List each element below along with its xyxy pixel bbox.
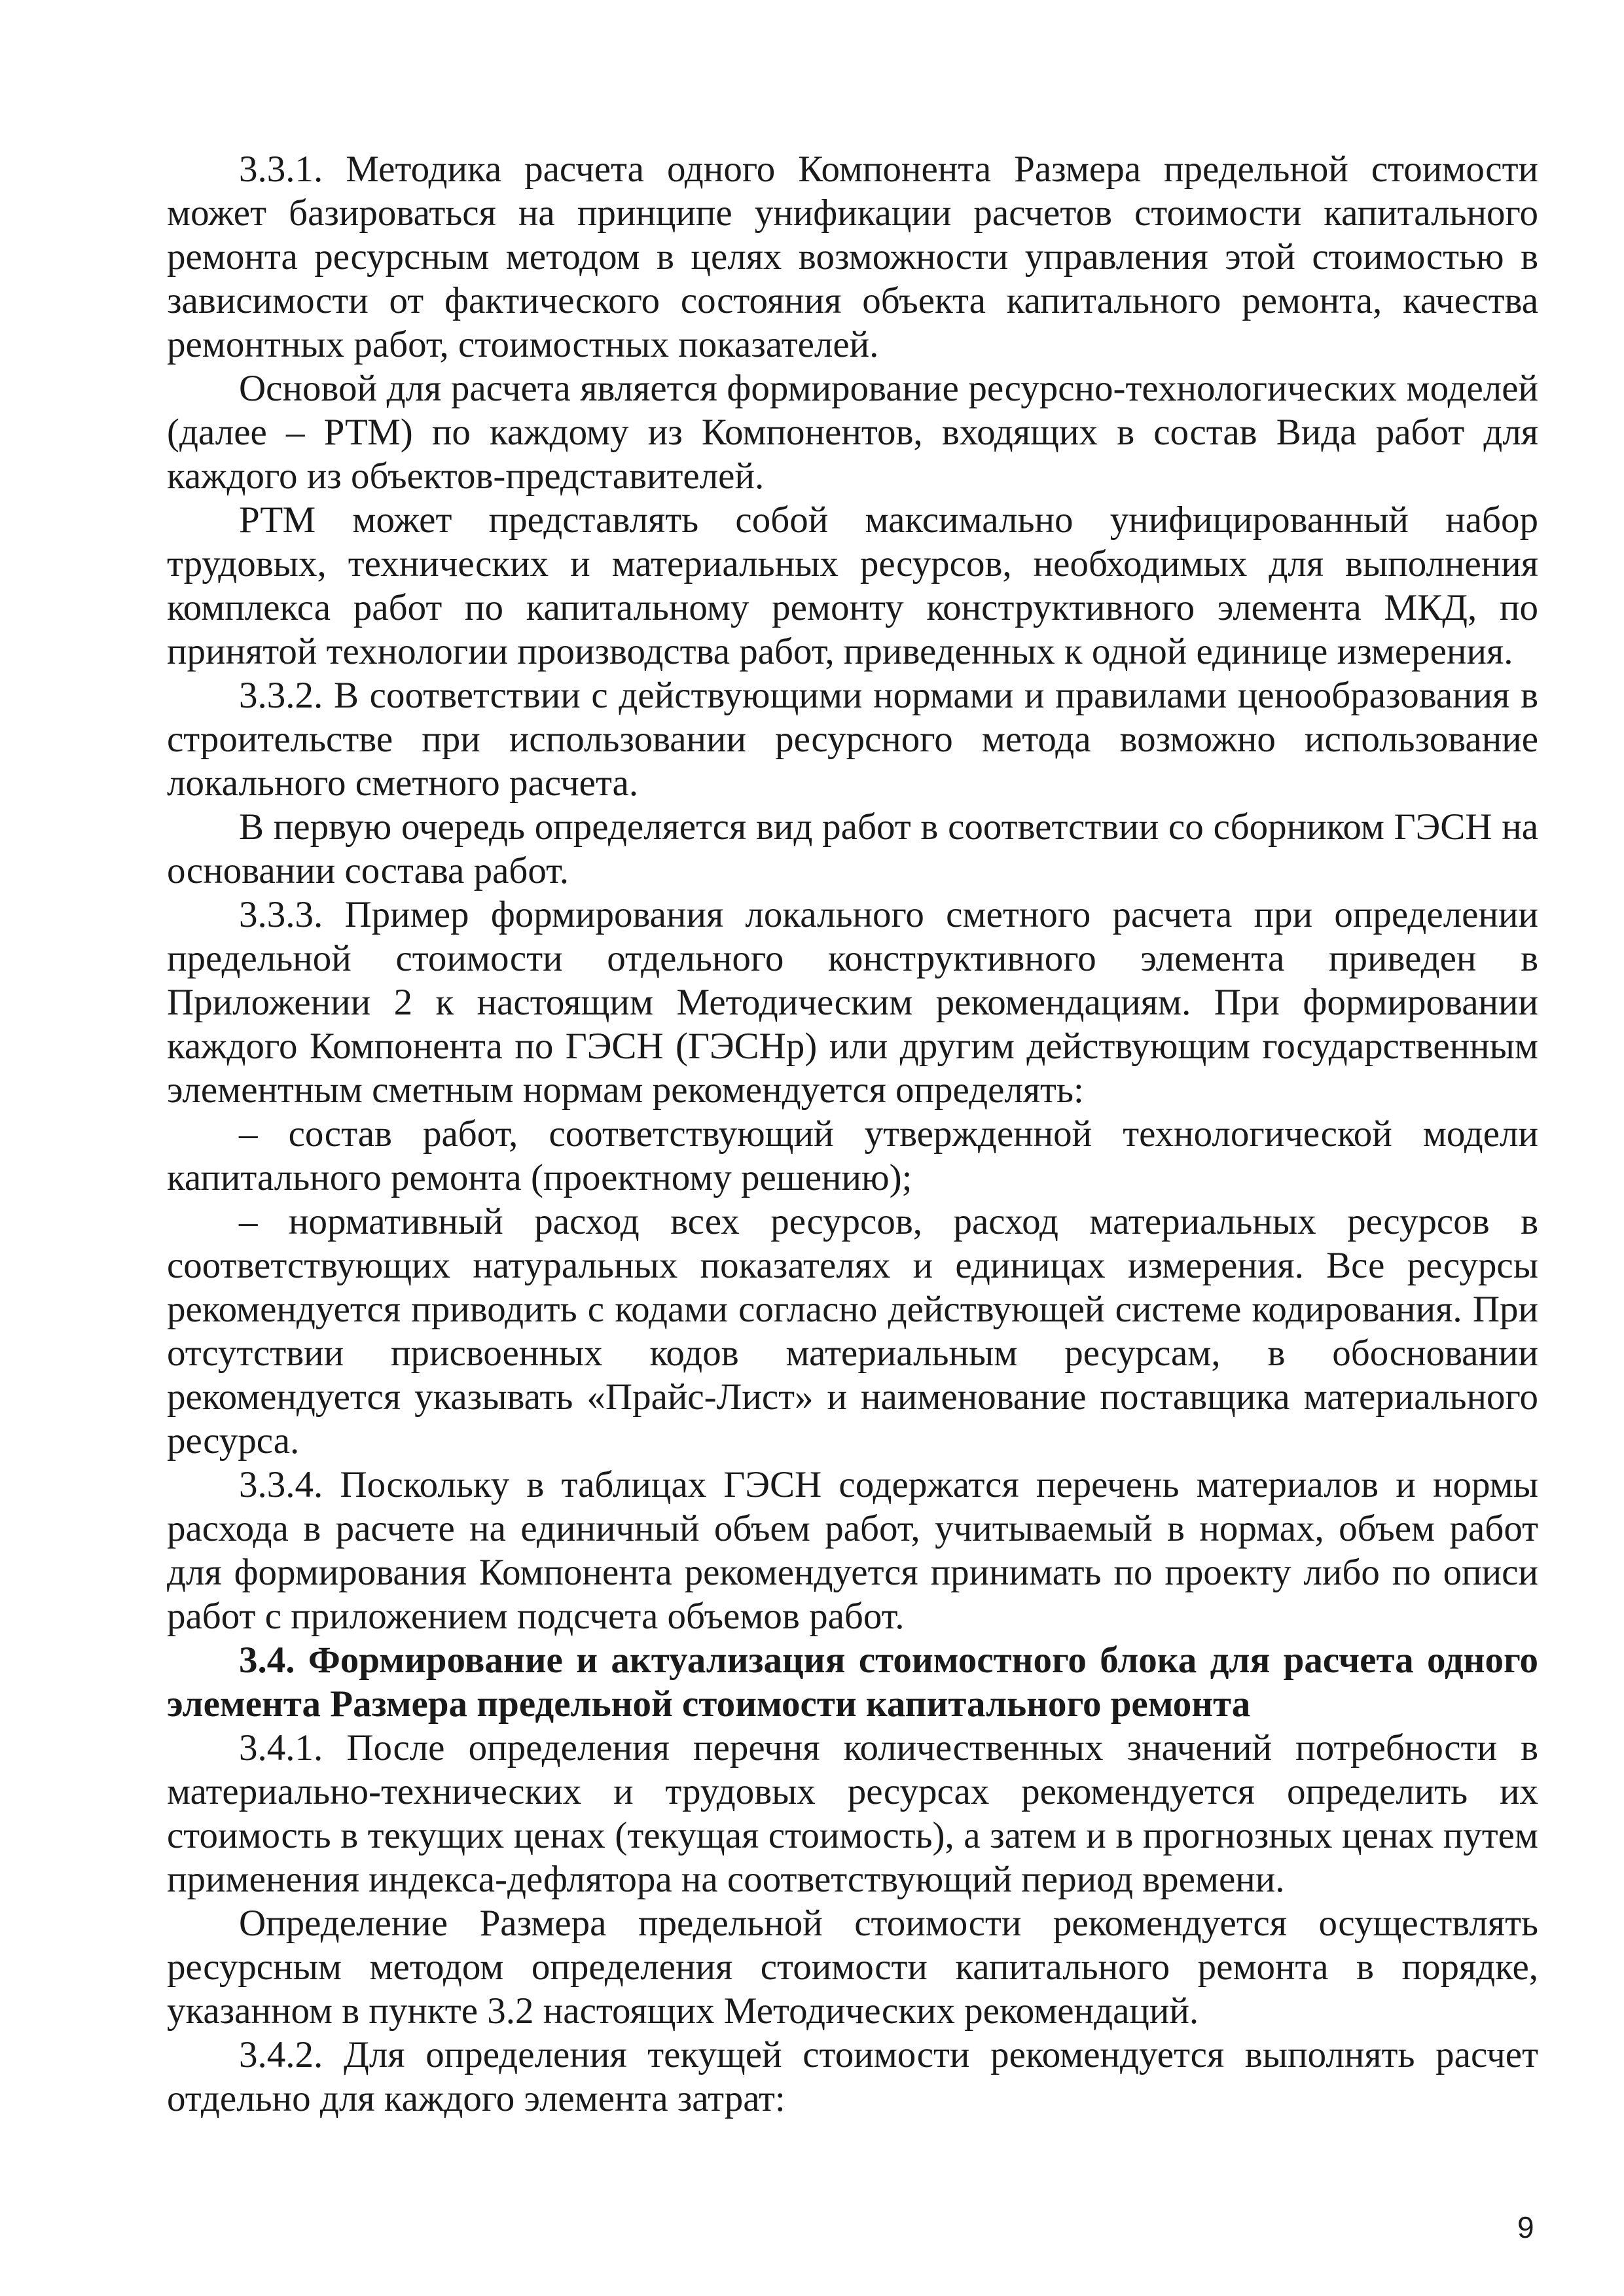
paragraph-cost-determination: Определение Размера предельной стоимости рекомендуется осуществлять ресурсным методом определения стоимости капитального ремонта в порядке, указанном в пункте 3.2 настоящих Методических рекомендаций.: [167, 1903, 1538, 2032]
paragraph-3-4-2: 3.4.2. Для определения текущей стоимости рекомендуется выполнять расчет отдельно для каждого элемента затрат:: [167, 2034, 1538, 2119]
page-number: 9: [1517, 2210, 1534, 2244]
section-heading-3-4: 3.4. Формирование и актуализация стоимостного блока для расчета одного элемента Размера предельной стоимости капитального ремонта: [167, 1640, 1538, 1725]
list-item-work-composition: – состав работ, соответствующий утвержденной технологической модели капитального ремонта (проектному решению);: [167, 1113, 1538, 1198]
paragraph-3-3-4: 3.3.4. Поскольку в таблицах ГЭСН содержатся перечень материалов и нормы расхода в расчете на единичный объем работ, учитываемый в нормах, объем работ для формирования Компонента рекомендуется принимать по проекту либо по описи работ с приложением подсчета объемов работ.: [167, 1464, 1538, 1637]
paragraph-work-type: В первую очередь определяется вид работ в соответствии со сборником ГЭСН на основании состава работ.: [167, 806, 1538, 891]
paragraph-3-4-1: 3.4.1. После определения перечня количественных значений потребности в материально-технических и трудовых ресурсах рекомендуется определить их стоимость в текущих ценах (текущая стоимость), а затем и в прогнозных ценах путем применения индекса-дефлятора на соответствующий период времени.: [167, 1727, 1538, 1900]
paragraph-3-3-3: 3.3.3. Пример формирования локального сметного расчета при определении предельной стоимости отдельного конструктивного элемента приведен в Приложении 2 к настоящим Методическим рекомендациям. При формировании каждого Компонента по ГЭСН (ГЭСНр) или другим действующим государственным элементным сметным нормам рекомендуется определять:: [167, 894, 1538, 1111]
paragraph-rtm-definition: РТМ может представлять собой максимально унифицированный набор трудовых, технических и материальных ресурсов, необходимых для выполнения комплекса работ по капитальному ремонту конструктивного элемента МКД, по принятой технологии производства работ, приведенных к одной единице измерения.: [167, 499, 1538, 672]
list-item-resource-consumption: – нормативный расход всех ресурсов, расход материальных ресурсов в соответствующих натуральных показателях и единицах измерения. Все ресурсы рекомендуется приводить с кодами согласно действующей системе кодирования. При отсутствии присвоенных кодов материальным ресурсам, в обосновании рекомендуется указывать «Прайс-Лист» и наименование поставщика материального ресурса.: [167, 1201, 1538, 1462]
paragraph-3-3-1: 3.3.1. Методика расчета одного Компонента Размера предельной стоимости может базироваться на принципе унификации расчетов стоимости капитального ремонта ресурсным методом в целях возможности управления этой стоимостью в зависимости от фактического состояния объекта капитального ремонта, качества ремонтных работ, стоимостных показателей.: [167, 149, 1538, 365]
paragraph-rtm-basis: Основой для расчета является формирование ресурсно-технологических моделей (далее – РТМ) по каждому из Компонентов, входящих в состав Вида работ для каждого из объектов-представителей.: [167, 368, 1538, 497]
paragraph-3-3-2: 3.3.2. В соответствии с действующими нормами и правилами ценообразования в строительстве при использовании ресурсного метода возможно использование локального сметного расчета.: [167, 675, 1538, 804]
document-page: [167, 147, 1538, 2121]
